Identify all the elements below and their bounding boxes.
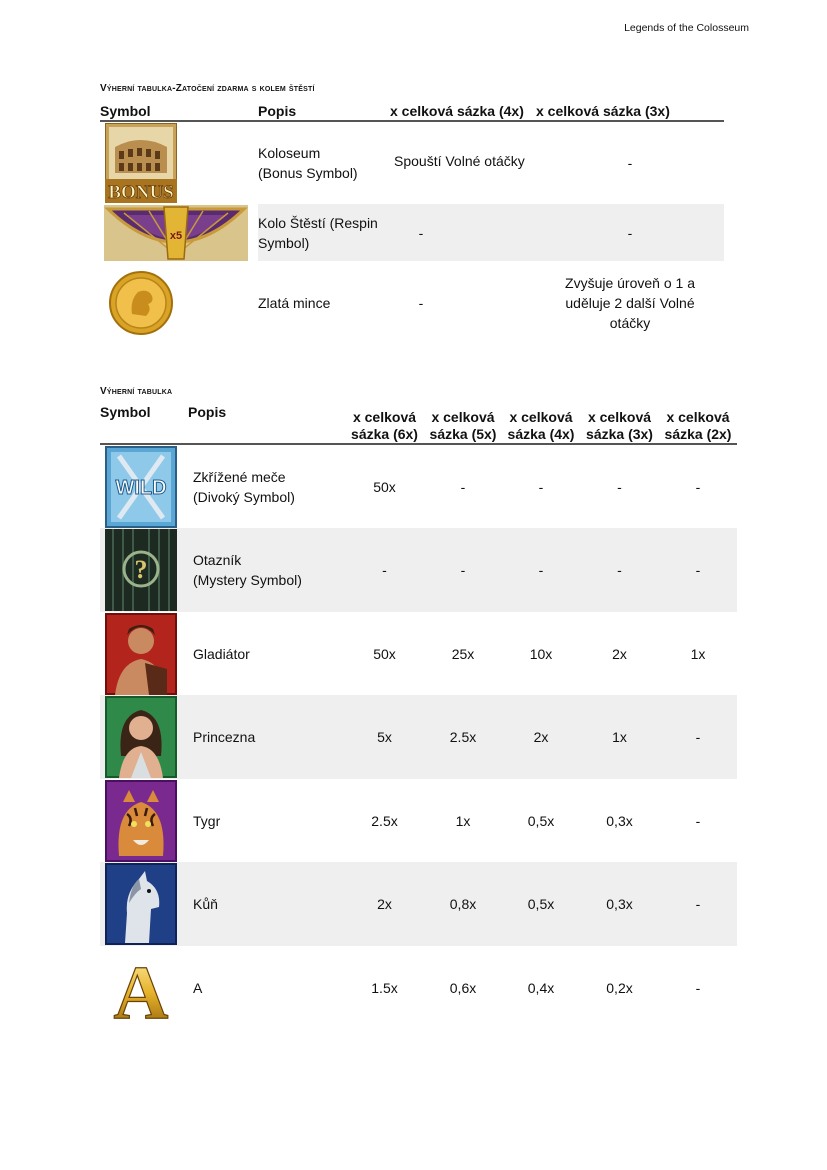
value-cell: 1x bbox=[690, 645, 706, 662]
svg-text:BONUS: BONUS bbox=[108, 182, 174, 203]
table-row bbox=[100, 612, 737, 695]
col-header-line1: x celková bbox=[587, 409, 652, 425]
value-cell: - bbox=[424, 528, 502, 612]
symbol-name: Princezna bbox=[193, 729, 256, 745]
col-header-bet-3x bbox=[580, 404, 659, 444]
symbol-cell bbox=[100, 204, 258, 261]
symbol-name: Tygr bbox=[193, 812, 221, 829]
value-cell: 2x bbox=[345, 862, 424, 946]
table-row bbox=[100, 695, 737, 779]
col-header-bet-5x bbox=[424, 404, 502, 444]
value-cell: 1x bbox=[580, 695, 659, 779]
symbol-cell bbox=[100, 444, 188, 528]
document-header-title: Legends of the Colosseum bbox=[624, 22, 749, 34]
gold-coin-icon bbox=[108, 270, 174, 336]
popis-cell bbox=[188, 695, 345, 779]
popis-cell bbox=[188, 946, 345, 1029]
princess-icon bbox=[105, 696, 177, 778]
symbol-name: Gladiátor bbox=[193, 645, 250, 662]
symbol-name: Koloseum bbox=[258, 145, 321, 161]
value-cell: 1.5x bbox=[371, 979, 398, 996]
col-header-bet-4x bbox=[502, 404, 580, 444]
value-cell: - bbox=[345, 528, 424, 612]
symbol-cell bbox=[100, 261, 258, 345]
svg-text:WILD: WILD bbox=[115, 476, 167, 499]
symbol-cell bbox=[100, 121, 258, 204]
col-header-line1: x celková bbox=[352, 409, 417, 425]
bet-3x-cell: - bbox=[627, 155, 633, 171]
value-cell: 0,3x bbox=[580, 862, 659, 946]
gladiator-icon bbox=[105, 613, 177, 695]
symbol-cell bbox=[100, 946, 188, 1029]
col-header-line2: sázka (4x) bbox=[507, 426, 575, 442]
table-row bbox=[100, 121, 724, 204]
bet-3x-cell: - bbox=[536, 204, 724, 261]
value-cell: 2.5x bbox=[424, 695, 502, 779]
wheel-of-fortune-icon bbox=[104, 205, 248, 261]
bet-4x-cell: Spouští Volné otáčky bbox=[394, 153, 525, 169]
svg-text:?: ? bbox=[134, 555, 148, 584]
col-header-line2: sázka (2x) bbox=[664, 426, 732, 442]
col-header-line2: sázka (6x) bbox=[351, 426, 418, 442]
paytable-section-title: Výherní tabulka bbox=[100, 386, 173, 397]
svg-text:x5: x5 bbox=[169, 229, 183, 242]
popis-cell bbox=[188, 528, 345, 612]
popis-cell bbox=[188, 862, 345, 946]
main-paytable bbox=[100, 404, 737, 1029]
symbol-name: Kůň bbox=[193, 896, 218, 912]
symbol-cell bbox=[100, 612, 188, 695]
bet-4x-cell: - bbox=[390, 204, 536, 261]
value-cell: - bbox=[659, 528, 737, 612]
table-row bbox=[100, 779, 737, 862]
col-header-bet-6x bbox=[345, 404, 424, 444]
value-cell: - bbox=[538, 478, 544, 495]
popis-cell bbox=[258, 204, 390, 261]
col-header-line1: x celková bbox=[666, 409, 730, 425]
value-cell: 0,3x bbox=[606, 812, 633, 829]
table-row bbox=[100, 444, 737, 528]
symbol-type: Symbol) bbox=[258, 234, 310, 251]
crossed-swords-wild-icon bbox=[105, 446, 177, 528]
bet-3x-cell bbox=[536, 261, 724, 345]
symbol-name: A bbox=[193, 979, 203, 996]
value-cell: 1x bbox=[455, 812, 471, 829]
value-cell: 0,5x bbox=[527, 812, 555, 829]
value-cell: - bbox=[659, 695, 737, 779]
col-header-symbol: Symbol bbox=[100, 404, 188, 444]
value-cell: - bbox=[659, 862, 737, 946]
symbol-name: Zlatá mince bbox=[258, 295, 331, 311]
symbol-type: (Bonus Symbol) bbox=[258, 165, 358, 181]
symbol-name: Zkřížené meče bbox=[193, 468, 286, 485]
popis-cell bbox=[258, 261, 390, 345]
symbol-cell bbox=[100, 528, 188, 612]
value-cell: - bbox=[695, 979, 701, 996]
table-row bbox=[100, 862, 737, 946]
value-cell: 50x bbox=[373, 645, 396, 662]
col-header-bet-2x bbox=[659, 404, 737, 444]
symbol-cell bbox=[100, 779, 188, 862]
value-cell: 2x bbox=[502, 695, 580, 779]
question-mark-mystery-icon bbox=[105, 529, 177, 611]
col-header-line1: x celková bbox=[509, 409, 573, 425]
col-header-bet-4x: x celková sázka (4x) bbox=[390, 101, 536, 121]
value-cell: - bbox=[460, 478, 466, 495]
value-cell: 0,6x bbox=[449, 979, 477, 996]
symbol-name: Kolo Štěstí (Respin bbox=[258, 214, 378, 231]
value-cell: 2.5x bbox=[371, 812, 398, 829]
value-cell: - bbox=[695, 478, 701, 495]
col-header-popis: Popis bbox=[258, 101, 390, 121]
popis-cell bbox=[188, 444, 345, 528]
bet-3x-text-line: otáčky bbox=[609, 315, 651, 331]
value-cell: 50x bbox=[373, 478, 396, 495]
bet-4x-cell: - bbox=[418, 295, 424, 311]
horse-icon bbox=[105, 863, 177, 945]
symbol-name: Otazník bbox=[193, 552, 242, 568]
value-cell: - bbox=[580, 528, 659, 612]
value-cell: 5x bbox=[345, 695, 424, 779]
value-cell: - bbox=[502, 528, 580, 612]
value-cell: - bbox=[695, 812, 701, 829]
value-cell: 2x bbox=[612, 645, 627, 662]
popis-cell bbox=[188, 779, 345, 862]
colosseum-bonus-icon bbox=[105, 123, 177, 203]
table-row bbox=[100, 946, 737, 1029]
popis-cell bbox=[258, 121, 390, 204]
col-header-bet-3x: x celková sázka (3x) bbox=[536, 101, 724, 121]
value-cell: 0,8x bbox=[424, 862, 502, 946]
svg-text:A: A bbox=[113, 951, 169, 1024]
table-row bbox=[100, 528, 737, 612]
table-row bbox=[100, 204, 724, 261]
col-header-symbol: Symbol bbox=[100, 101, 258, 121]
value-cell: 0,4x bbox=[527, 979, 555, 996]
value-cell: - bbox=[617, 478, 622, 495]
popis-cell bbox=[188, 612, 345, 695]
symbol-cell bbox=[100, 695, 188, 779]
col-header-line1: x celková bbox=[431, 409, 495, 425]
value-cell: 25x bbox=[451, 645, 475, 662]
symbol-type: (Divoký Symbol) bbox=[193, 488, 295, 505]
value-cell: 10x bbox=[529, 645, 553, 662]
freespins-section-title: Výherní tabulka-Zatočení zdarma s kolem štěstí bbox=[100, 83, 315, 94]
table-row bbox=[100, 261, 724, 345]
tiger-icon bbox=[105, 780, 177, 862]
col-header-line2: sázka (5x) bbox=[429, 426, 497, 442]
col-header-popis: Popis bbox=[188, 404, 345, 444]
col-header-line2: sázka (3x) bbox=[586, 426, 653, 442]
freespins-paytable bbox=[100, 101, 724, 345]
bet-3x-text-line: Zvyšuje úroveň o 1 a bbox=[565, 275, 695, 291]
letter-a-icon bbox=[105, 952, 177, 1024]
symbol-type: (Mystery Symbol) bbox=[193, 572, 302, 588]
value-cell: 0,5x bbox=[502, 862, 580, 946]
bet-3x-text-line: uděluje 2 další Volné bbox=[565, 295, 695, 311]
symbol-cell bbox=[100, 862, 188, 946]
value-cell: 0,2x bbox=[606, 979, 633, 996]
